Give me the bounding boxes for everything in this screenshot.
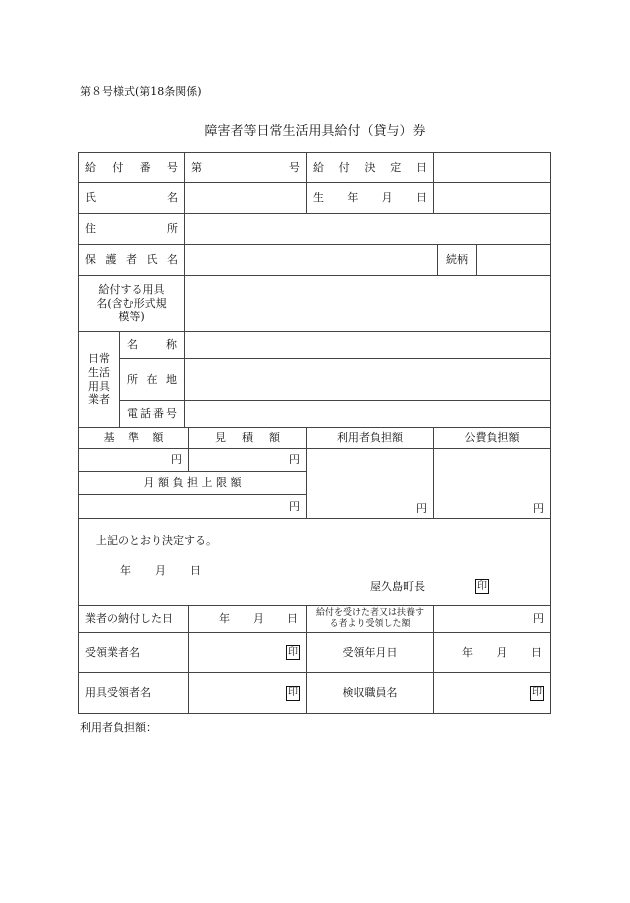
vendor-location-field[interactable] bbox=[184, 358, 551, 401]
decision-date-year: 年 bbox=[120, 564, 131, 577]
name-label: 氏 名 bbox=[78, 182, 185, 214]
received-amount-label: 給付を受けた者又は扶養する者より受領した額 bbox=[306, 605, 434, 633]
standard-amount-field[interactable]: 円 bbox=[78, 448, 189, 472]
vendor-phone-label: 電 話 番 号 bbox=[119, 400, 185, 428]
benefit-number-label: 給 付 番 号 bbox=[78, 152, 185, 183]
inspector-field[interactable] bbox=[433, 672, 551, 714]
vendor-name-label: 名 称 bbox=[119, 331, 185, 359]
vendor-phone-field[interactable] bbox=[184, 400, 551, 428]
decision-date-label: 給 付 決 定 日 bbox=[306, 152, 434, 183]
benefit-number-field[interactable]: 第 号 bbox=[184, 152, 307, 183]
guardian-name-field[interactable] bbox=[184, 244, 438, 276]
recipient-seal: 印 bbox=[286, 686, 300, 701]
monthly-cap-field[interactable]: 円 bbox=[78, 494, 307, 519]
guardian-name-label: 保 護 者 氏 名 bbox=[78, 244, 185, 276]
name-field[interactable] bbox=[184, 182, 307, 214]
delivery-date-field[interactable]: 年 月 日 bbox=[188, 605, 307, 633]
birth-date-field[interactable] bbox=[433, 182, 551, 214]
decision-text: 上記のとおり決定する。 bbox=[96, 534, 217, 547]
inspector-seal: 印 bbox=[530, 686, 544, 701]
relationship-label: 続柄 bbox=[437, 244, 477, 276]
decision-date-day: 日 bbox=[190, 564, 201, 577]
inspector-label: 検収職員名 bbox=[306, 672, 434, 714]
user-burden-footer: 利用者負担額： bbox=[80, 721, 157, 734]
receiving-vendor-label: 受領業者名 bbox=[78, 632, 189, 673]
equipment-name-label: 給付する用具名(含む形式規模等) bbox=[78, 275, 185, 332]
receiving-vendor-field[interactable] bbox=[188, 632, 307, 673]
estimate-label: 見 積 額 bbox=[188, 427, 307, 449]
document-title: 障害者等日常生活用具給付（貸与）券 bbox=[204, 124, 426, 139]
tool-recipient-field[interactable] bbox=[188, 672, 307, 714]
equipment-name-field[interactable] bbox=[184, 275, 551, 332]
user-burden-field[interactable]: 円 bbox=[306, 448, 434, 519]
received-amount-field[interactable]: 円 bbox=[433, 605, 551, 633]
address-label: 住 所 bbox=[78, 213, 185, 245]
decision-block bbox=[78, 518, 551, 606]
decision-date-field[interactable] bbox=[433, 152, 551, 183]
decision-date-month: 月 bbox=[155, 564, 166, 577]
vendor-location-label: 所 在 地 bbox=[119, 358, 185, 401]
tool-recipient-label: 用具受領者名 bbox=[78, 672, 189, 714]
delivery-date-label: 業者の納付した日 bbox=[78, 605, 189, 633]
public-burden-field[interactable]: 円 bbox=[433, 448, 551, 519]
issuer-name: 屋久島町長 bbox=[370, 580, 425, 593]
vendor-seal: 印 bbox=[286, 645, 300, 660]
receipt-date-field[interactable]: 年 月 日 bbox=[433, 632, 551, 673]
user-burden-label: 利用者負担額 bbox=[306, 427, 434, 449]
public-burden-label: 公費負担額 bbox=[433, 427, 551, 449]
relationship-field[interactable] bbox=[476, 244, 551, 276]
vendor-group-label: 日常生活用具業者 bbox=[78, 331, 120, 428]
receipt-date-label: 受領年月日 bbox=[306, 632, 434, 673]
vendor-name-field[interactable] bbox=[184, 331, 551, 359]
monthly-cap-label: 月 額 負 担 上 限 額 bbox=[78, 471, 307, 495]
address-field[interactable] bbox=[184, 213, 551, 245]
form-number: 第８号様式(第18条関係) bbox=[80, 85, 202, 98]
standard-amount-label: 基 準 額 bbox=[78, 427, 189, 449]
birth-date-label: 生 年 月 日 bbox=[306, 182, 434, 214]
estimate-field[interactable]: 円 bbox=[188, 448, 307, 472]
issuer-seal: 印 bbox=[475, 579, 489, 594]
